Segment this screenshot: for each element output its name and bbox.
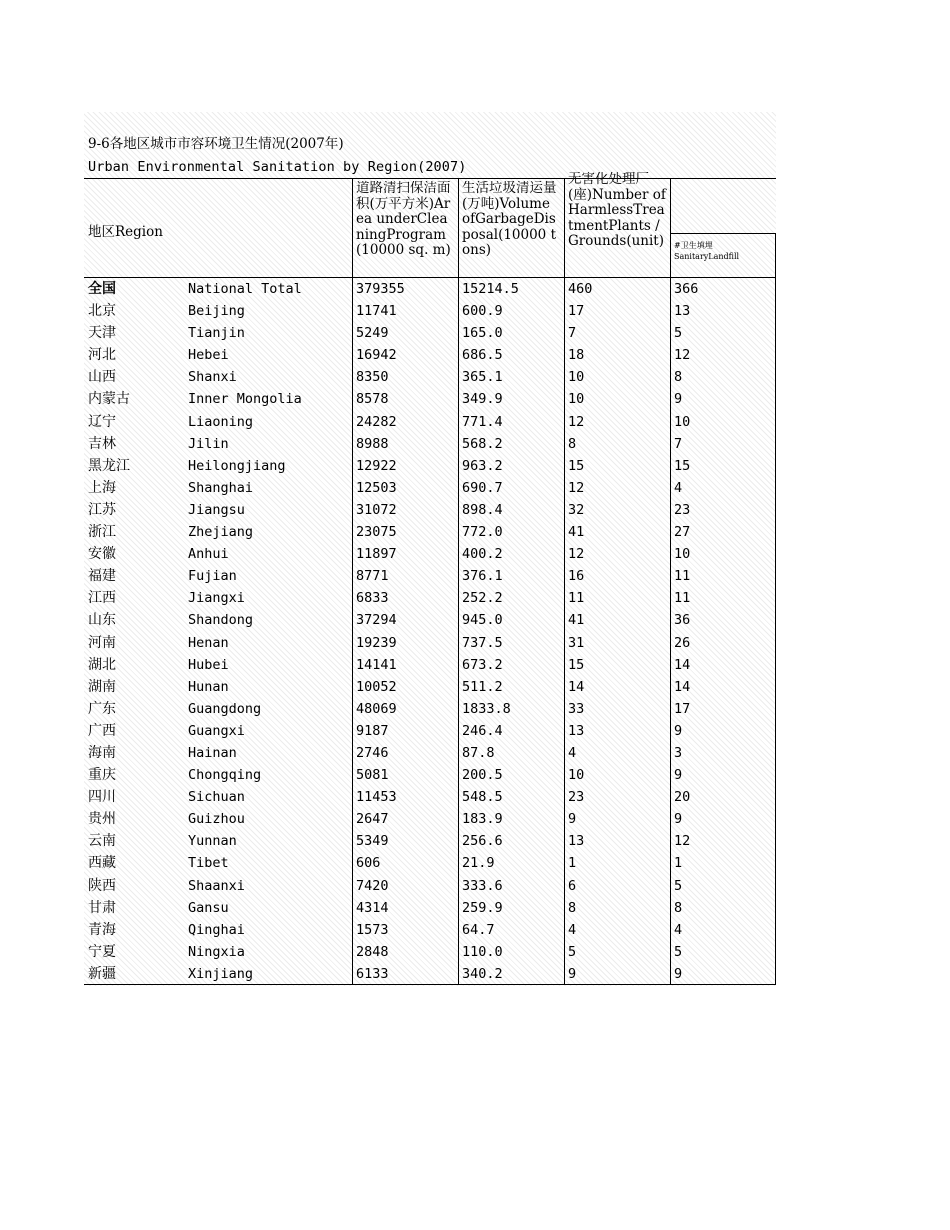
treatment-plants-cell: 10	[568, 391, 585, 408]
region-english-cell: Tianjin	[188, 325, 245, 342]
table-row	[84, 941, 776, 963]
region-english-cell: Hunan	[188, 678, 229, 695]
garbage-volume-cell: 1833.8	[462, 700, 511, 717]
table-row	[84, 543, 776, 565]
sanitary-landfill-cell: 7	[674, 435, 683, 452]
treatment-plants-cell: 16	[568, 568, 585, 585]
table-row	[84, 897, 776, 919]
treatment-plants-cell: 5	[568, 943, 577, 960]
region-english-cell: Shaanxi	[188, 877, 245, 894]
region-english-cell: Liaoning	[188, 413, 254, 430]
header-region: 地区Region	[88, 224, 163, 240]
region-english-cell: Shanghai	[188, 479, 254, 496]
sanitary-landfill-cell: 9	[674, 965, 683, 982]
table-row	[84, 742, 776, 764]
garbage-volume-cell: 200.5	[462, 767, 503, 784]
treatment-plants-cell: 7	[568, 325, 577, 342]
cleaning-area-cell: 11897	[356, 546, 397, 563]
sanitary-landfill-cell: 3	[674, 744, 683, 761]
cleaning-area-cell: 14141	[356, 656, 397, 673]
sanitary-landfill-cell: 14	[674, 656, 691, 673]
sanitary-landfill-cell: 8	[674, 369, 683, 386]
cleaning-area-cell: 48069	[356, 700, 397, 717]
treatment-plants-cell: 11	[568, 590, 585, 607]
sanitary-landfill-cell: 5	[674, 877, 683, 894]
region-chinese-cell: 河北	[88, 347, 116, 364]
cleaning-area-cell: 12503	[356, 479, 397, 496]
region-english-cell: Chongqing	[188, 767, 262, 784]
garbage-volume-cell: 21.9	[462, 855, 495, 872]
table-row	[84, 919, 776, 941]
treatment-plants-cell: 12	[568, 479, 585, 496]
region-english-cell: Ningxia	[188, 943, 245, 960]
treatment-plants-cell: 10	[568, 369, 585, 386]
sanitary-landfill-cell: 9	[674, 722, 683, 739]
region-chinese-cell: 福建	[88, 568, 116, 585]
region-english-cell: Fujian	[188, 568, 237, 585]
region-chinese-cell: 河南	[88, 634, 116, 651]
region-chinese-cell: 西藏	[88, 855, 116, 872]
sanitary-landfill-cell: 9	[674, 767, 683, 784]
table-row	[84, 455, 776, 477]
region-chinese-cell: 甘肃	[88, 899, 116, 916]
cleaning-area-cell: 24282	[356, 413, 397, 430]
garbage-volume-cell: 183.9	[462, 811, 503, 828]
table-row	[84, 433, 776, 455]
sanitary-landfill-cell: 5	[674, 325, 683, 342]
sanitary-landfill-cell: 9	[674, 811, 683, 828]
table-title-english: Urban Environmental Sanitation by Region(2007)	[88, 159, 467, 175]
table-row	[84, 521, 776, 543]
sanitary-landfill-cell: 10	[674, 546, 691, 563]
cleaning-area-cell: 8771	[356, 568, 389, 585]
treatment-plants-cell: 31	[568, 634, 585, 651]
cleaning-area-cell: 11453	[356, 789, 397, 806]
cleaning-area-cell: 2647	[356, 811, 389, 828]
sanitary-landfill-cell: 12	[674, 347, 691, 364]
header-sanitary-landfill: #卫生填埋 SanitaryLandfill	[674, 241, 740, 261]
region-chinese-cell: 海南	[88, 744, 116, 761]
treatment-plants-cell: 460	[568, 281, 593, 297]
treatment-plants-cell: 1	[568, 855, 577, 872]
garbage-volume-cell: 87.8	[462, 744, 495, 761]
cleaning-area-cell: 12922	[356, 457, 397, 474]
region-chinese-cell: 贵州	[88, 811, 116, 828]
region-english-cell: Shanxi	[188, 369, 237, 386]
garbage-volume-cell: 945.0	[462, 612, 503, 629]
treatment-plants-cell: 9	[568, 811, 577, 828]
sanitary-landfill-cell: 366	[674, 281, 699, 297]
header-cleaning-area: 道路清扫保洁面积(万平方米)Area underCleaningProgram(10000 sq. m)	[356, 181, 451, 258]
sanitary-landfill-cell: 9	[674, 391, 683, 408]
garbage-volume-cell: 259.9	[462, 899, 503, 916]
cleaning-area-cell: 606	[356, 855, 381, 872]
table-row	[84, 698, 776, 720]
region-chinese-cell: 宁夏	[88, 943, 116, 960]
region-chinese-cell: 湖北	[88, 656, 116, 673]
region-chinese-cell: 江西	[88, 590, 116, 607]
region-chinese-cell: 北京	[88, 303, 116, 320]
header-top-rule	[84, 178, 776, 179]
region-chinese-cell: 陕西	[88, 877, 116, 894]
garbage-volume-cell: 548.5	[462, 789, 503, 806]
garbage-volume-cell: 64.7	[462, 921, 495, 938]
region-chinese-cell: 重庆	[88, 767, 116, 784]
region-chinese-cell: 内蒙古	[88, 391, 130, 408]
region-chinese-cell: 浙江	[88, 524, 116, 541]
table-row	[84, 366, 776, 388]
table-row	[84, 676, 776, 698]
cleaning-area-cell: 2848	[356, 943, 389, 960]
table-row	[84, 278, 776, 300]
sanitary-landfill-cell: 11	[674, 568, 691, 585]
region-english-cell: National Total	[188, 281, 302, 297]
region-english-cell: Gansu	[188, 899, 229, 916]
garbage-volume-cell: 963.2	[462, 457, 503, 474]
sanitary-landfill-cell: 11	[674, 590, 691, 607]
table-row	[84, 963, 776, 985]
sanitary-landfill-cell: 14	[674, 678, 691, 695]
cleaning-area-cell: 10052	[356, 678, 397, 695]
garbage-volume-cell: 246.4	[462, 722, 503, 739]
sanitary-landfill-cell: 8	[674, 899, 683, 916]
sanitary-landfill-cell: 26	[674, 634, 691, 651]
region-english-cell: Hebei	[188, 347, 229, 364]
table-row	[84, 764, 776, 786]
treatment-plants-cell: 10	[568, 767, 585, 784]
treatment-plants-cell: 18	[568, 347, 585, 364]
table-row	[84, 344, 776, 366]
sanitary-landfill-cell: 5	[674, 943, 683, 960]
table-row	[84, 300, 776, 322]
garbage-volume-cell: 686.5	[462, 347, 503, 364]
sanitary-landfill-cell: 12	[674, 833, 691, 850]
region-english-cell: Heilongjiang	[188, 457, 286, 474]
region-english-cell: Hubei	[188, 656, 229, 673]
sanitary-landfill-cell: 27	[674, 524, 691, 541]
treatment-plants-cell: 13	[568, 833, 585, 850]
region-chinese-cell: 云南	[88, 833, 116, 850]
table-row	[84, 322, 776, 344]
table-row	[84, 875, 776, 897]
region-english-cell: Qinghai	[188, 921, 245, 938]
table-row	[84, 609, 776, 631]
garbage-volume-cell: 568.2	[462, 435, 503, 452]
sanitary-landfill-cell: 23	[674, 501, 691, 518]
treatment-plants-cell: 32	[568, 501, 585, 518]
table-row	[84, 565, 776, 587]
cleaning-area-cell: 5081	[356, 767, 389, 784]
table-row	[84, 830, 776, 852]
treatment-plants-cell: 14	[568, 678, 585, 695]
header-treatment-plants: 无害化处理厂(座)Number ofHarmlessTreatmentPlants / Grounds(unit)	[568, 172, 666, 249]
region-english-cell: Yunnan	[188, 833, 237, 850]
cleaning-area-cell: 37294	[356, 612, 397, 629]
table-row	[84, 654, 776, 676]
cleaning-area-cell: 8350	[356, 369, 389, 386]
region-chinese-cell: 山西	[88, 369, 116, 386]
table-row	[84, 477, 776, 499]
region-chinese-cell: 黑龙江	[88, 457, 130, 474]
cleaning-area-cell: 11741	[356, 303, 397, 320]
region-chinese-cell: 江苏	[88, 501, 116, 518]
garbage-volume-cell: 737.5	[462, 634, 503, 651]
cleaning-area-cell: 9187	[356, 722, 389, 739]
sanitary-landfill-cell: 15	[674, 457, 691, 474]
treatment-plants-cell: 23	[568, 789, 585, 806]
garbage-volume-cell: 333.6	[462, 877, 503, 894]
region-english-cell: Guangdong	[188, 700, 262, 717]
region-english-cell: Jiangsu	[188, 501, 245, 518]
region-english-cell: Shandong	[188, 612, 254, 629]
table-row	[84, 786, 776, 808]
region-chinese-cell: 湖南	[88, 678, 116, 695]
table-row	[84, 808, 776, 830]
table-row	[84, 632, 776, 654]
garbage-volume-cell: 771.4	[462, 413, 503, 430]
treatment-plants-cell: 8	[568, 899, 577, 916]
cleaning-area-cell: 2746	[356, 744, 389, 761]
cleaning-area-cell: 1573	[356, 921, 389, 938]
region-chinese-cell: 全国	[88, 281, 116, 297]
region-chinese-cell: 广西	[88, 722, 116, 739]
region-english-cell: Sichuan	[188, 789, 245, 806]
region-chinese-cell: 上海	[88, 479, 116, 496]
garbage-volume-cell: 15214.5	[462, 281, 519, 297]
garbage-volume-cell: 165.0	[462, 325, 503, 342]
sanitary-landfill-cell: 4	[674, 479, 683, 496]
garbage-volume-cell: 772.0	[462, 524, 503, 541]
treatment-plants-cell: 15	[568, 656, 585, 673]
garbage-volume-cell: 349.9	[462, 391, 503, 408]
treatment-plants-cell: 12	[568, 546, 585, 563]
cleaning-area-cell: 6133	[356, 965, 389, 982]
cleaning-area-cell: 19239	[356, 634, 397, 651]
region-chinese-cell: 四川	[88, 789, 116, 806]
sanitary-landfill-cell: 20	[674, 789, 691, 806]
region-english-cell: Guizhou	[188, 811, 245, 828]
table-row	[84, 852, 776, 874]
table-row	[84, 411, 776, 433]
region-chinese-cell: 安徽	[88, 546, 116, 563]
table-title-chinese: 9-6各地区城市市容环境卫生情况(2007年)	[88, 136, 344, 152]
region-english-cell: Jiangxi	[188, 590, 245, 607]
cleaning-area-cell: 6833	[356, 590, 389, 607]
garbage-volume-cell: 110.0	[462, 943, 503, 960]
region-english-cell: Xinjiang	[188, 965, 254, 982]
cleaning-area-cell: 8988	[356, 435, 389, 452]
cleaning-area-cell: 16942	[356, 347, 397, 364]
sanitary-landfill-cell: 10	[674, 413, 691, 430]
sanitary-landfill-cell: 4	[674, 921, 683, 938]
table-row	[84, 587, 776, 609]
sanitary-landfill-cell: 36	[674, 612, 691, 629]
region-english-cell: Guangxi	[188, 722, 245, 739]
treatment-plants-cell: 4	[568, 744, 577, 761]
garbage-volume-cell: 365.1	[462, 369, 503, 386]
garbage-volume-cell: 673.2	[462, 656, 503, 673]
region-chinese-cell: 新疆	[88, 965, 116, 982]
region-english-cell: Hainan	[188, 744, 237, 761]
cleaning-area-cell: 5349	[356, 833, 389, 850]
garbage-volume-cell: 256.6	[462, 833, 503, 850]
garbage-volume-cell: 376.1	[462, 568, 503, 585]
garbage-volume-cell: 511.2	[462, 678, 503, 695]
cleaning-area-cell: 4314	[356, 899, 389, 916]
region-english-cell: Inner Mongolia	[188, 391, 302, 408]
garbage-volume-cell: 600.9	[462, 303, 503, 320]
region-chinese-cell: 青海	[88, 921, 116, 938]
spreadsheet-sheet	[84, 112, 776, 986]
treatment-plants-cell: 15	[568, 457, 585, 474]
treatment-plants-cell: 41	[568, 524, 585, 541]
table-body	[84, 278, 776, 985]
treatment-plants-cell: 13	[568, 722, 585, 739]
region-english-cell: Zhejiang	[188, 524, 254, 541]
treatment-plants-cell: 33	[568, 700, 585, 717]
region-chinese-cell: 天津	[88, 325, 116, 342]
cleaning-area-cell: 7420	[356, 877, 389, 894]
garbage-volume-cell: 340.2	[462, 965, 503, 982]
cleaning-area-cell: 31072	[356, 501, 397, 518]
region-chinese-cell: 辽宁	[88, 413, 116, 430]
garbage-volume-cell: 898.4	[462, 501, 503, 518]
region-english-cell: Henan	[188, 634, 229, 651]
cleaning-area-cell: 5249	[356, 325, 389, 342]
treatment-plants-cell: 8	[568, 435, 577, 452]
table-row	[84, 388, 776, 410]
header-garbage-volume: 生活垃圾清运量(万吨)Volume ofGarbageDisposal(10000 tons)	[462, 181, 557, 258]
table-row	[84, 720, 776, 742]
region-english-cell: Tibet	[188, 855, 229, 872]
cleaning-area-cell: 379355	[356, 281, 405, 297]
garbage-volume-cell: 252.2	[462, 590, 503, 607]
garbage-volume-cell: 690.7	[462, 479, 503, 496]
region-chinese-cell: 广东	[88, 700, 116, 717]
cleaning-area-cell: 8578	[356, 391, 389, 408]
treatment-plants-cell: 9	[568, 965, 577, 982]
treatment-plants-cell: 41	[568, 612, 585, 629]
sanitary-landfill-cell: 13	[674, 303, 691, 320]
region-chinese-cell: 吉林	[88, 435, 116, 452]
table-row	[84, 499, 776, 521]
region-english-cell: Anhui	[188, 546, 229, 563]
region-chinese-cell: 山东	[88, 612, 116, 629]
sanitary-landfill-cell: 17	[674, 700, 691, 717]
region-english-cell: Jilin	[188, 435, 229, 452]
treatment-plants-cell: 4	[568, 921, 577, 938]
treatment-plants-cell: 12	[568, 413, 585, 430]
subheader-rule	[670, 233, 776, 234]
region-english-cell: Beijing	[188, 303, 245, 320]
garbage-volume-cell: 400.2	[462, 546, 503, 563]
cleaning-area-cell: 23075	[356, 524, 397, 541]
sanitary-landfill-cell: 1	[674, 855, 683, 872]
treatment-plants-cell: 6	[568, 877, 577, 894]
treatment-plants-cell: 17	[568, 303, 585, 320]
